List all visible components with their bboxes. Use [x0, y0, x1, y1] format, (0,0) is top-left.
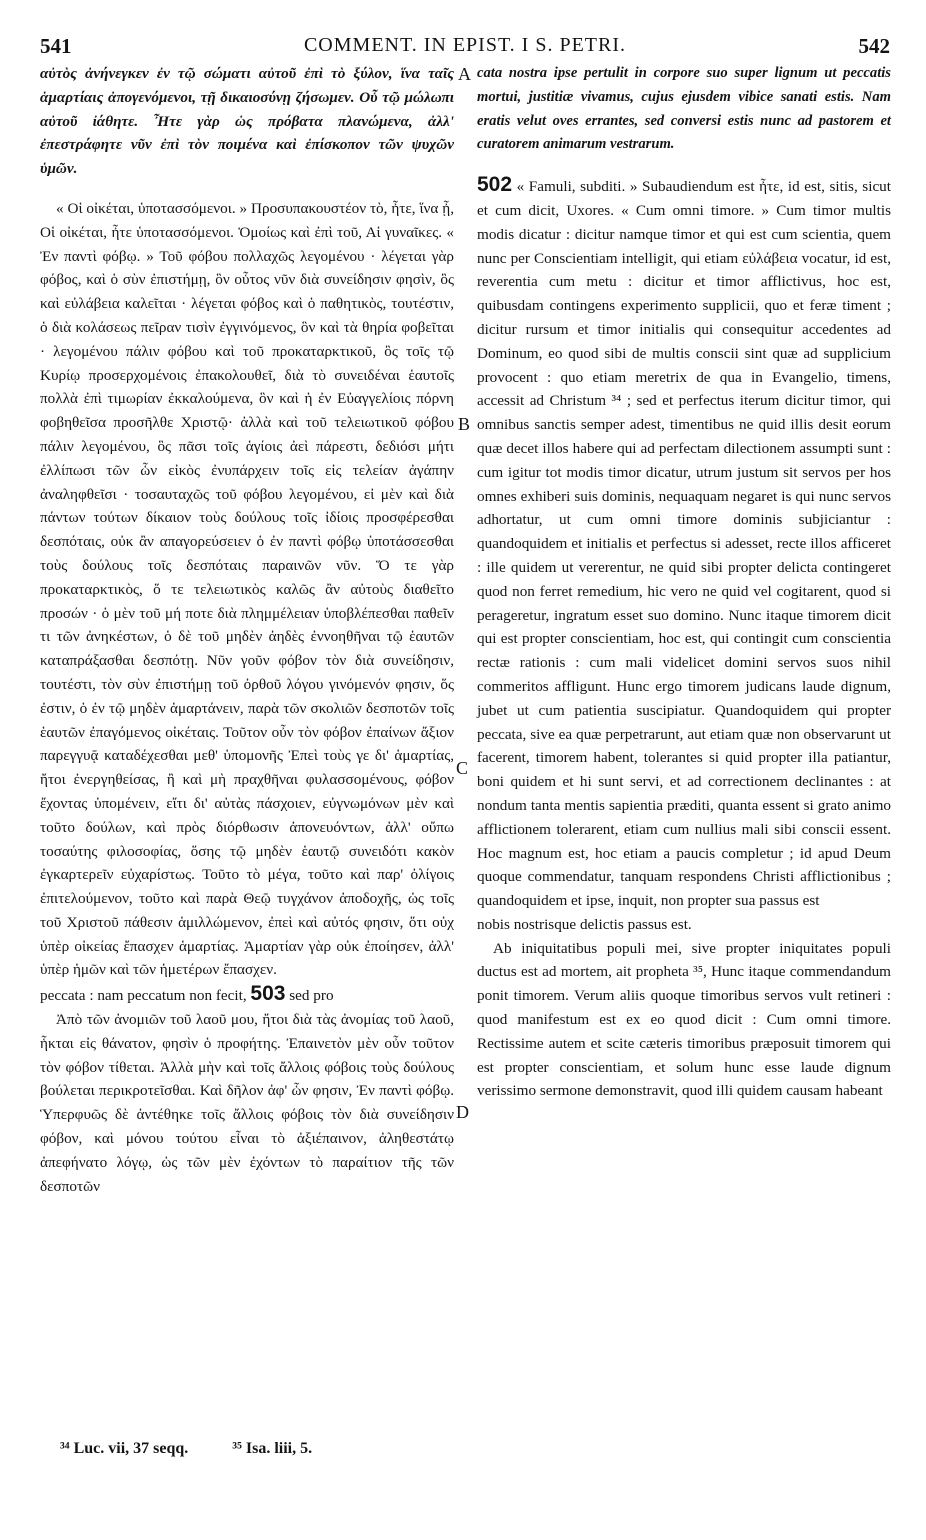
page-number-left: 541 — [40, 34, 72, 58]
greek-commentary-1: « Οἱ οἰκέται, ὑποτασσόμενοι. » Προσυπακουστέον τὸ, ἦτε, ἵνα ᾖ, Οἱ οἰκέται, ἦτε ὑποτασσόμενοι. Ὁμοίως καὶ ἐπὶ τοῦ, Αἱ γυναῖκες. « Ἐν παντὶ φόβῳ. » Τοῦ φόβου πολλαχῶς λεγομένου · λέγεται γὰρ φόβος, καὶ ὁ σὺν ἐπιστήμῃ, ὃν οὗτος νῦν διὰ συνείδησιν φησὶν, ὃς καὶ εὐλάβεια καλεῖται · λέγεται φόβος καὶ ὁ παθητικὸς, τουτέστιν, ὁ διὰ κολάσεως πεῖραν τισὶν ἐγγινόμενος, ὃν καὶ τὰ θηρία φοβεῖται · λεγομένου πάλιν φόβου καὶ τοῦ προκαταρκτικοῦ, ὃς τοῖς τῷ Κυρίῳ προσερχομένοις ἐπακολουθεῖ, διὰ τὸ συνειδέναι ἑαυτοῖς πολλὰ ἐπὶ τιμωρίαν ἐκκαλούμενα, ὃν καὶ ἡ ἐν Εὐαγγελίοις πόρνη φοβηθεῖσα προσῆλθε Χριστῷ· ἀλλὰ καὶ τοῦ τελειωτικοῦ φόβου πάλιν λεγομένου, ὃς πᾶσι τοῖς ἁγίοις ἀεὶ πάρεστι, δεδιόσι μήτι ἐλλίπωσι τῶν ὧν εἰκὸς ἐνυπάρχειν τοῖς εἰς τελείαν ἀγάπην ἀναληφθεῖσι · τοσαυταχῶς τοῦ φόβου λεγομένου, εἰ μὲν καὶ διὰ πάντων τούτων δίκαιον τοὺς δούλους τοῖς ἰδίοις προσφέρεσθαι δεσπόταις, οὐκ ἂν απαγορεύσειεν ὁ ἐν παντὶ φόβῳ ὑποτάσσεσθαι τοὺς δούλους τοῖς δεσπόταις παραινῶν νῦν. Ὅ τε γὰρ προκαταρκτικὸς, ὅ τε τελειωτικὸς καλῶς ἂν αὐτοὺς διαθεῖτο προσών · ὁ μὲν τοῦ μή ποτε διὰ πλημμέλειαν ὑποβλέπεσθαι παθεῖν τι τῶν ἀνηκέστων, ὁ δὲ τοῦ μηδὲν ἀηδὲς ἐννοηθῆναι τῷ ἑαυτῶν καταπράξασθαι δεσπότῃ. Νῦν γοῦν φόβον τὸν διὰ συνείδησιν, τουτέστι, τὸν σὺν ἐπιστήμῃ τοῦ ὀρθοῦ λόγου γινόμενόν φησιν, ὅς ἐστιν, ὁ ἐν τῷ μηδὲν ἁμαρτάνειν, παρὰ τῶν σκολιῶν δεσποτῶν τοῖς ἑαυτῶν ἐπαγόμενος οἰκέταις. Τοῦτον οὖν τὸν φόβον ἐπαίνων ἄξιον παρεγγυᾷ καταδέχεσθαι μεθ' ὑπομονῆς Ἐπεὶ τοὺς γε δι' ἁμαρτίας, ἤτοι ἐνεργηθείσας, ἢ καὶ μὴ πραχθῆναι φυλασσομένους, φόβον ἔχοντας ὑπομένειν, εἴτι δι' αὐτὰς πάσχοιεν, εὐγνωμόνων μὲν καὶ τοῦτο δούλων, καὶ πρὸς διόρθωσιν ἀπονευόντων, ἀλλ' οὔπω τοσαύτης φιλοσοφίας, ὅσης τῷ μηδὲν ἑαυτῷ συνειδότι κακὸν ἐγκαρτερεῖν εὐχαρίστως. Τοῦτο τὸ μέγα, τοῦτο καὶ παρ' ὀλίγοις ἐπιτελούμενον, τοῦτο καὶ παρὰ Θεῷ τυγχάνον ἀποδοχῆς, ὡς τοῖς τοῦ Χριστοῦ πάθεσιν ἁμιλλώμενον, ἐπεὶ καὶ αὐτός φησιν, ὅτι οὐχ ὑπὲρ οἰκείας ἔπασχεν ἁμαρτίας. Ἁμαρτίαν γὰρ οὐκ ἐποίησεν, ἀλλ' ὑπὲρ ἡμῶν καὶ τῶν ἡμετέρων ἔπασχεν. — [40, 199, 454, 979]
running-header — [40, 34, 890, 60]
greek-scripture: αὐτὸς ἀνήνεγκεν ἐν τῷ σώματι αὐτοῦ ἐπὶ τὸ ξύλον, ἵνα ταῖς ἁμαρτίαις ἀπογενόμενοι, τῇ δικαιοσύνῃ ζήσωμεν. Οὗ τῷ μώλωπι αὐτοῦ ἰάθητε. Ἦτε γὰρ ὡς πρόβατα πλανώμενα, ἀλλ' ἐπεστράφητε νῦν ἐπὶ τὸν ποιμένα καὶ ἐπίσκοπον τῶν ψυχῶν ὑμῶν. — [40, 65, 454, 178]
column-number-502: 502 — [477, 173, 513, 197]
latin-transition: nobis nostrisque delictis passus est. — [477, 915, 692, 933]
latin-scripture: cata nostra ipse pertulit in corpore suo super lignum ut peccatis mortui, justitiæ vivamus, cujus ejusdem vibice sanati estis. Nam eratis velut oves errantes, sed conversi estis nunc ad pastorem et curatorem animarum vestrarum. — [477, 65, 891, 153]
margin-marker-d: D — [456, 1102, 469, 1122]
margin-marker-c: C — [456, 758, 469, 778]
greek-column — [40, 62, 454, 1198]
latin-commentary-2: Ab iniquitatibus populi mei, sive propter iniquitates populi ductus est ad mortem, ait propheta ³⁵, Hunc itaque commendandum ponit timorem. Verum aliis quoque timoribus servos vult retineri : quod manifestum est ex eo quod dicit : Cum omni timore. Rectissime autem et scite cæteris timoribus præposuit timorem qui est propter conscientiam, et solum hunc esse laude dignum verissimo sermone demonstravit, quod illi quidem causam habeant — [477, 939, 891, 1100]
transition-line — [40, 982, 454, 1008]
column-number-503: 503 — [250, 982, 286, 1006]
latin-column — [477, 62, 891, 1103]
transition-end: sed pro — [289, 987, 334, 1005]
footnote-34: ³⁴ Luc. vii, 37 seqq. — [60, 1440, 189, 1457]
footnotes — [60, 1440, 660, 1458]
margin-marker-b: B — [458, 414, 471, 434]
latin-commentary-1 — [477, 173, 891, 913]
running-title: COMMENT. IN EPIST. I S. PETRI. — [303, 34, 627, 56]
margin-marker-a: A — [458, 64, 471, 84]
transition-start: peccata : nam peccatum non fecit, — [40, 987, 247, 1005]
footnote-35: ³⁵ Isa. liii, 5. — [232, 1440, 313, 1457]
latin-commentary-1-text: « Famuli, subditi. » Subaudiendum est ἦτε, id est, sitis, sicut et cum dicit, Uxores. « Cum omni timore. » Cum timor multis modis dicatur : dicitur namque timor et qui est cum scientia, quem nunc per Conscientiam intelligit, qui etiam εὐλάβεια vocatur, id est, reverentia cum metu : dicitur et timor afflictivus, hoc est, quibusdam contingens experimento supplicii, quo et feræ timent ; dicitur rursum et timor initialis qui consequitur accedentes ad Dominum, eo quod sibi de multis conscii sint quæ ad supplicium provocent : quo etiam meretrix de qua in Evangelio, timens, accessit ad Christum ³⁴ ; sed et perfectus iterum dicitur timor, qui omnibus sanctis semper adest, timentibus ne quid illis desit eorum quæ decet illos habere qui ad perfectam dilectionem assumpti sunt : cum igitur tot modis timor dicatur, utrum justum sit servos per hos omnes exhiberi suis dominis, nequaquam negaret is qui nunc servos adhortatur, ut cum omni timore dominis subjiciantur : quandoquidem et initialis et perfectus si adesset, recte illos afficeret : ille quidem ut vererentur, ne quid sibi propter delicta contingeret quod non ferret remedium, hic vero ne quid vel cogitarent, quod si perageretur, ingratum esset suo domino. Nunc itaque timorem dicit qui est propter conscientiam, hoc est, qui contingit cum conscientia rectæ rationis : cum mali videlicet domini servos suos nihil commeritos affligunt. Hunc ergo timorem judicans laude dignum, jubet ut cum patientia suscipiatur. Quandoquidem qui propter peccata, sive ea quæ perpetrarunt, aut etiam quæ non observarunt ut facerent, timorem habent, tolerantes si quid propter illa patiantur, boni quidem et hi sunt servi, et ad correctionem declinantes : at nondum tanta mentis sapientia præditi, quanta essent si grato animo afflictionem tolerarent, etiam cum nullius mali sibi conscii essent. Hoc magnum est, hoc etiam a paucis completur ; id apud Deum quoque commendatur, tanquam respondens Christi afflictionibus ; quandoquidem et ipse, inquit, non propter sua passus est — [477, 178, 891, 910]
page-number-right: 542 — [858, 34, 890, 58]
greek-commentary-2: Ἀπὸ τῶν ἀνομιῶν τοῦ λαοῦ μου, ἤτοι διὰ τὰς ἀνομίας τοῦ λαοῦ, ἧκται εἰς θάνατον, φησὶν ὁ προφήτης. Ἐπαινετὸν μὲν οὖν τοῦτον τὸν φόβον τίθεται. Ἀλλὰ μὴν καὶ τοῖς ἄλλοις φόβοις τοὺς δούλους βούλεται περικροτεῖσθαι. Καὶ δῆλον ἀφ' ὧν φησιν, Ἐν παντὶ φόβῳ. Ὑπερφυῶς δὲ ἀντέθηκε τοῖς ἄλλοις φόβοις τὸν διὰ συνείδησιν φόβον, καὶ μόνου τούτου εἶναι τὸ ἀξιέπαινον, ἀληθεστάτῳ ἀπεφήνατο λόγῳ, ὡς τῶν μὲν ἐχόντων τὸ παραίτιον τῆς τῶν δεσποτῶν — [40, 1011, 454, 1195]
